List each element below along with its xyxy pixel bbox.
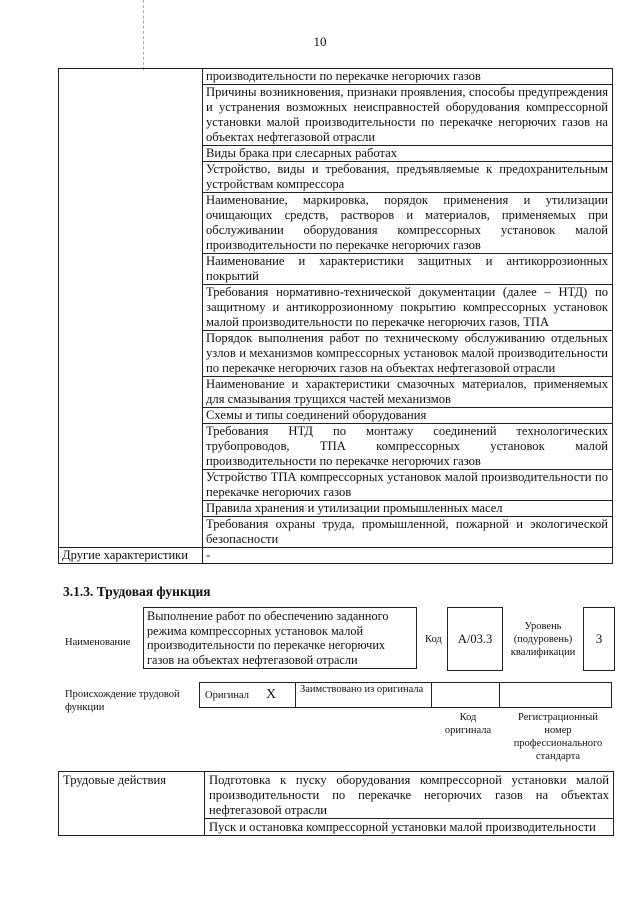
knowledge-item: Правила хранения и утилизации промышленных масел: [203, 501, 613, 517]
knowledge-item: Наименование и характеристики защитных и антикоррозионных покрытий: [203, 254, 613, 285]
other-characteristics-row: [59, 548, 613, 564]
action-row: [59, 772, 614, 819]
borrowed-label: Заимствовано из оригинала: [300, 684, 424, 695]
section-title: 3.1.3. Трудовая функция: [63, 584, 211, 599]
knowledge-label-cell: [59, 69, 203, 548]
original-label: Оригинал: [205, 690, 249, 701]
knowledge-item: Порядок выполнения работ по техническому обслуживанию отдельных узлов и механизмов компрессорных установок малой производительности по перекачке негорючих газов на объектах нефтегазовой отрасли: [203, 331, 613, 377]
knowledge-item: производительности по перекачке негорючих газов: [203, 69, 613, 85]
actions-table: [58, 771, 614, 836]
other-characteristics-value: -: [203, 548, 613, 564]
knowledge-item: Устройство, виды и требования, предъявляемые к предохранительным устройствам компрессора: [203, 162, 613, 193]
origin-row: [199, 682, 612, 708]
knowledge-item: Требования нормативно-технической документации (далее – НТД) по защитному и антикоррозионному покрытию компрессорных установок малой производительности по перекачке негорючих газов, ТПА: [203, 285, 613, 331]
knowledge-table: [58, 68, 613, 564]
original-mark: X: [266, 687, 277, 702]
level-label: Уровень (подуровень) квалификации: [510, 621, 576, 658]
knowledge-item: Схемы и типы соединений оборудования: [203, 408, 613, 424]
borrowed-cell: [296, 683, 432, 707]
page-number: 10: [313, 34, 327, 49]
origin-label: Происхождение трудовой функции: [65, 689, 180, 713]
knowledge-item: Наименование и характеристики смазочных материалов, применяемых для смазывания трущихся частей механизмов: [203, 377, 613, 408]
action-item: Пуск и остановка компрессорной установки малой производительности: [205, 819, 614, 836]
reg-number-label: Регистрационный номер профессионального стандарта: [513, 712, 603, 762]
knowledge-item: Устройство ТПА компрессорных установок малой производительности по перекачке негорючих газов: [203, 470, 613, 501]
knowledge-item: Виды брака при слесарных работах: [203, 146, 613, 162]
knowledge-item: Наименование, маркировка, порядок применения и утилизации очищающих средств, растворов и материалов, применяемых при обслуживании оборудования компрессорных установок малой производительности по перекачке негорючих газов: [203, 193, 613, 254]
code-label: Код: [425, 634, 442, 645]
code-value-box: А/03.3: [447, 607, 503, 671]
name-label: Наименование: [65, 637, 131, 648]
knowledge-item: Причины возникновения, признаки проявления, способы предупреждения и устранения возможных неисправностей оборудования компрессорной установки малой производительности по перекачке негорючих газов на объектах нефтегазовой отрасли: [203, 85, 613, 146]
level-value-box: 3: [583, 607, 615, 671]
reg-number-cell: [500, 683, 611, 707]
action-item: Подготовка к пуску оборудования компрессорной установки малой производительности по перекачке негорючих газов на объектах нефтегазовой отрасли: [205, 772, 614, 819]
scan-guide-line: [143, 0, 144, 70]
knowledge-row: [59, 69, 613, 85]
knowledge-item: Требования НТД по монтажу соединений технологических трубопроводов, ТПА компрессорных установок малой производительности по перекачке негорючих газов: [203, 424, 613, 470]
actions-label: Трудовые действия: [59, 772, 205, 836]
function-name-box: Выполнение работ по обеспечению заданного режима компрессорных установок малой производительности по перекачке негорючих газов на объектах нефтегазовой отрасли: [143, 607, 417, 669]
knowledge-item: Требования охраны труда, промышленной, пожарной и экологической безопасности: [203, 517, 613, 548]
other-characteristics-label: Другие характеристики: [59, 548, 203, 564]
origin-code-cell: [432, 683, 500, 707]
origin-code-label: Код оригинала: [444, 712, 492, 736]
original-cell: [200, 683, 296, 707]
